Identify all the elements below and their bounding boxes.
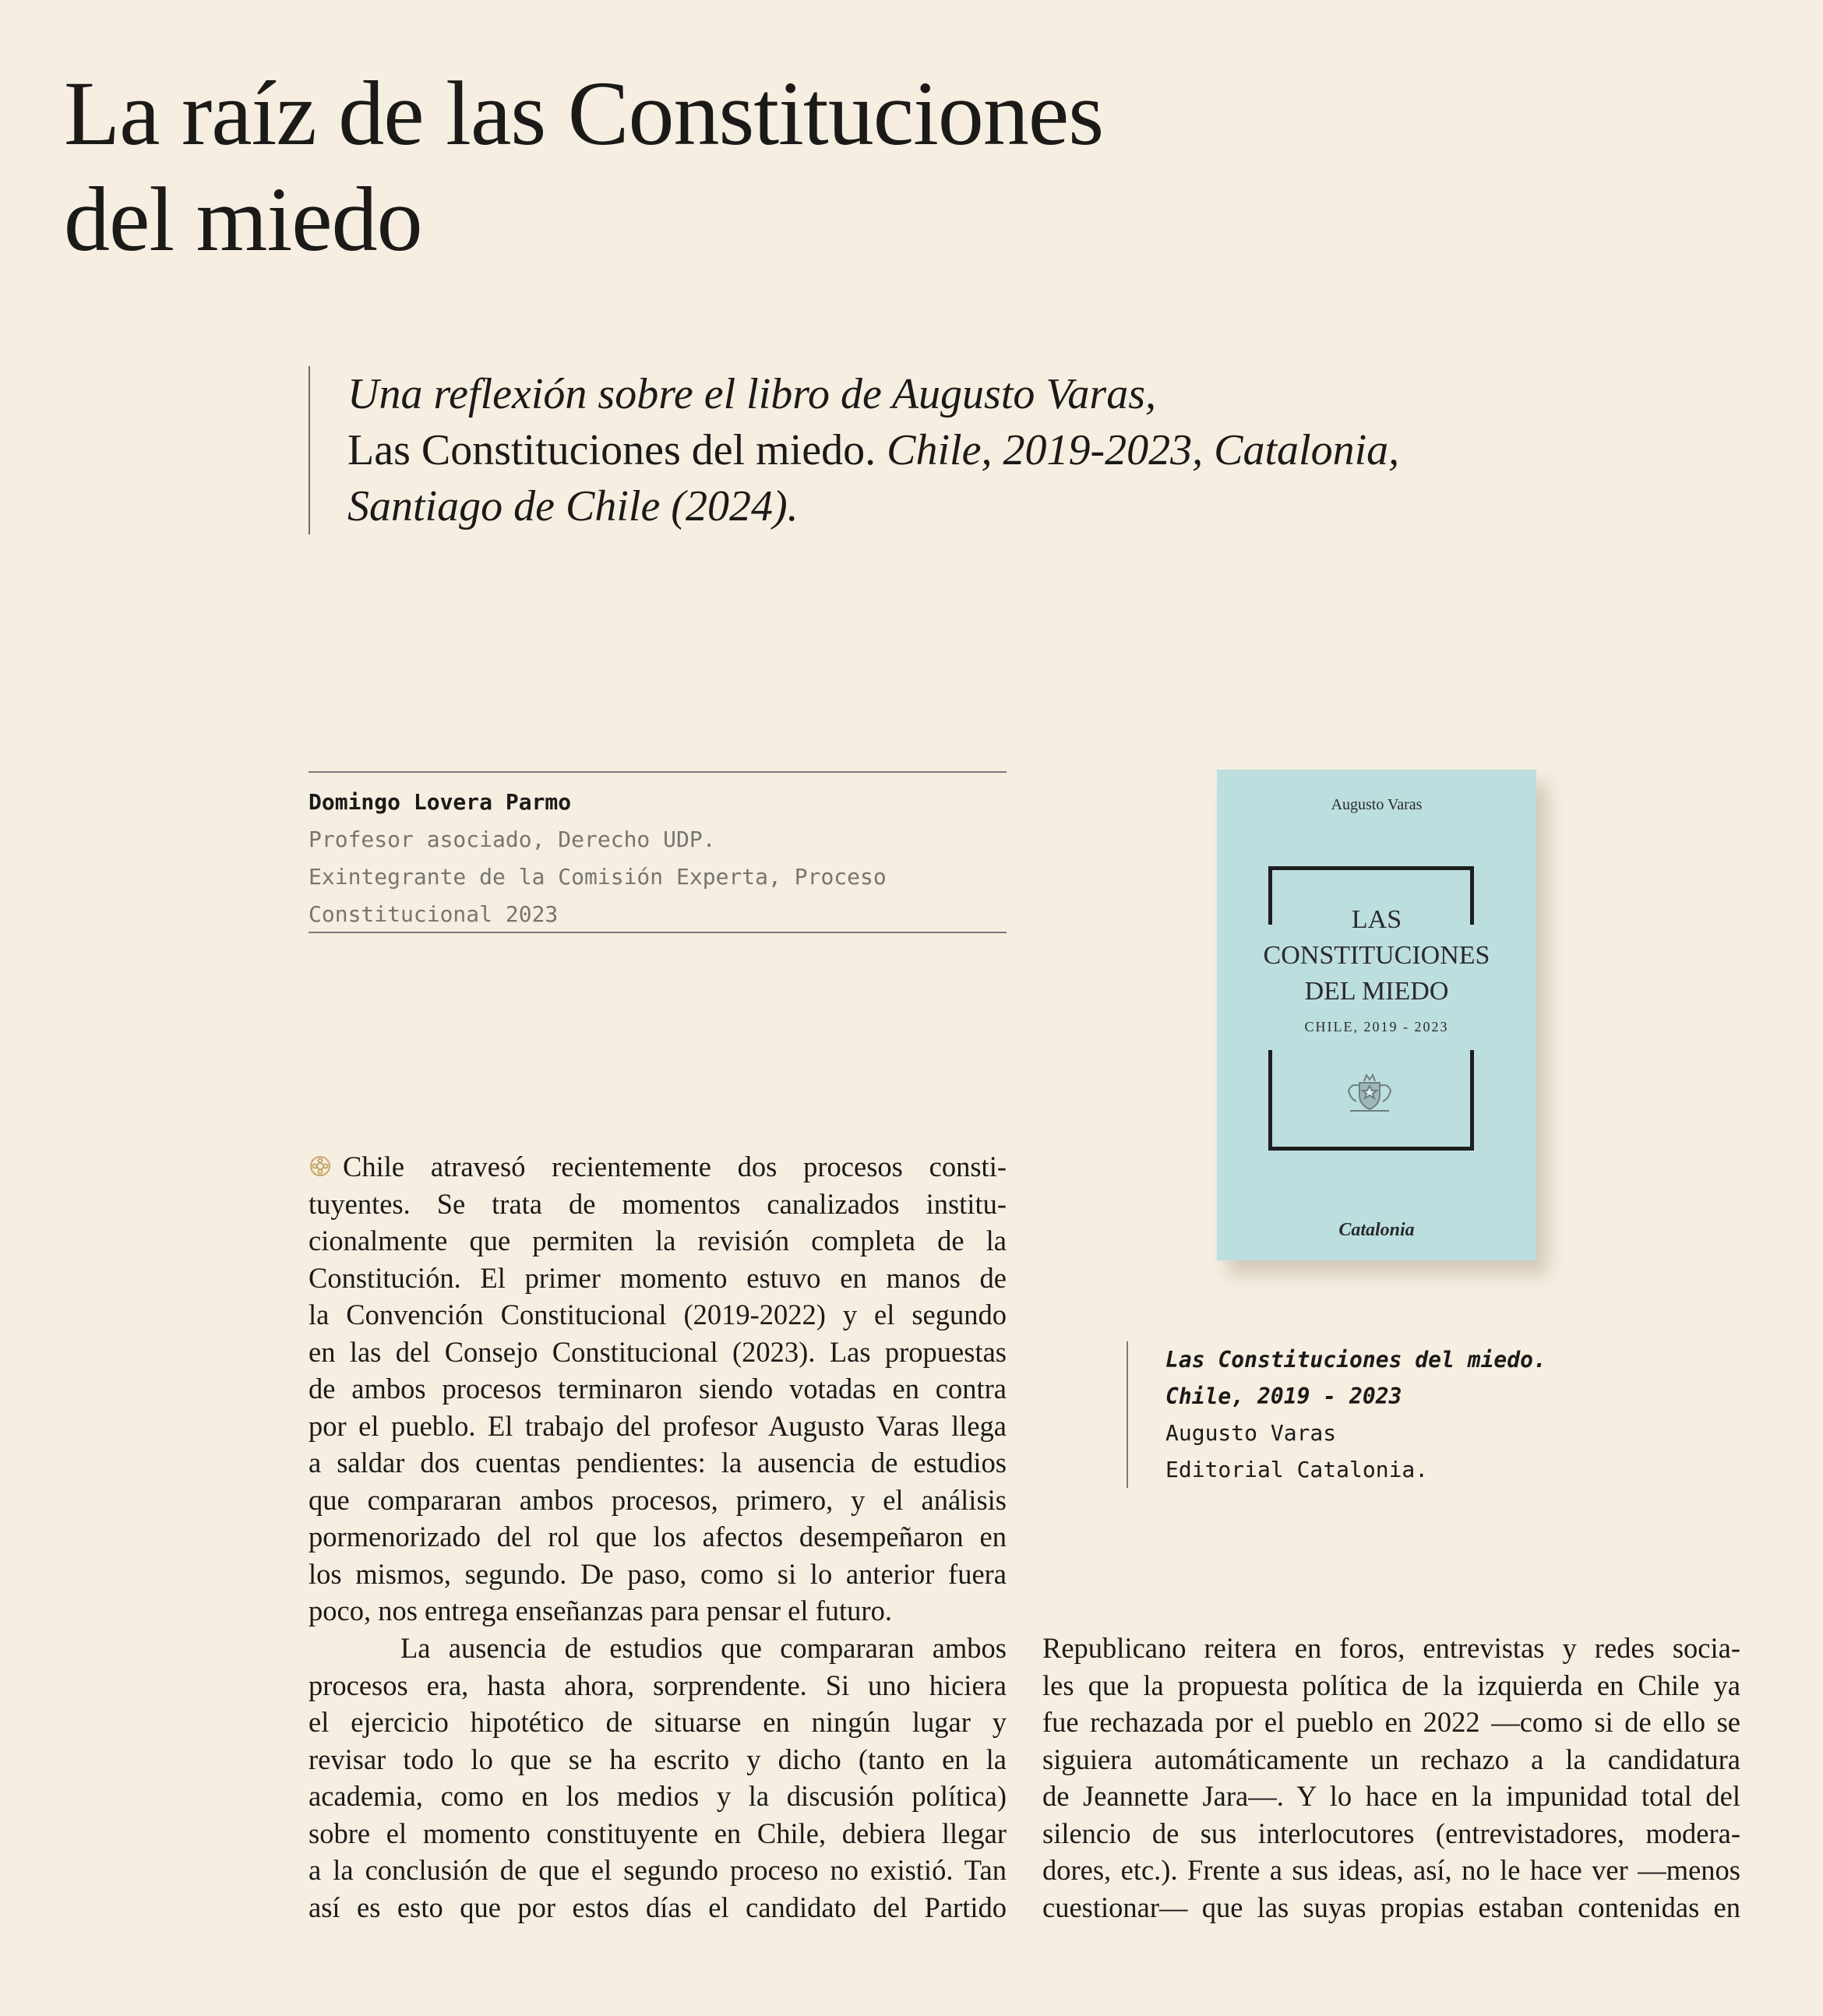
coat-of-arms-icon: [1342, 1069, 1397, 1115]
body-line: de ambos procesos terminaron siendo votadas en contra: [309, 1373, 1007, 1405]
cover-title: [1217, 902, 1536, 1010]
body-line: así es esto que por estos días el candidato del Partido: [309, 1891, 1007, 1923]
author-box: [309, 771, 1007, 933]
subtitle-line: [347, 422, 1516, 478]
body-line: en las del Consejo Constitucional (2023). Las propuestas: [309, 1335, 1007, 1368]
body-line: la Convención Constitucional (2019-2022) y el segundo: [309, 1299, 1007, 1330]
flower-ornament-icon: [309, 1154, 332, 1178]
author-role: Constitucional 2023: [309, 901, 559, 927]
body-line: sobre el momento constituyente en Chile, debiera llegar: [309, 1817, 1007, 1849]
body-column-2: [1042, 1630, 1740, 1926]
body-line: dores, etc.). Frente a sus ideas, así, no le hace ver —menos: [1042, 1854, 1740, 1886]
caption-author: Augusto Varas: [1165, 1420, 1337, 1446]
cover-title-line: CONSTITUCIONES: [1263, 941, 1490, 970]
body-line-text: Chile atravesó recientemente dos procesos consti-: [343, 1151, 1007, 1182]
body-line: tuyentes. Se trata de momentos canalizados institu-: [309, 1187, 1007, 1220]
book-caption: [1127, 1341, 1602, 1488]
body-line: cuestionar— que las suyas propias estaban contenidas en: [1042, 1891, 1740, 1923]
body-line: procesos era, hasta ahora, sorprendente. Si uno hiciera: [309, 1669, 1007, 1701]
author-role: Exintegrante de la Comisión Experta, Proceso: [309, 864, 887, 890]
body-line: [309, 1148, 1007, 1186]
body-line: que compararan ambos procesos, primero, y el análisis: [309, 1483, 1007, 1516]
body-paragraph-1: [309, 1148, 1007, 1630]
body-line: poco, nos entrega enseñanzas para pensar el futuro.: [309, 1595, 892, 1627]
body-line: revisar todo lo que se ha escrito y dicho (tanto en la: [309, 1743, 1007, 1775]
author-role: Profesor asociado, Derecho UDP.: [309, 826, 716, 852]
subtitle-line: Una reflexión sobre el libro de Augusto Varas,: [347, 370, 1156, 418]
caption-book-title: Chile, 2019 - 2023: [1165, 1383, 1402, 1409]
body-line: siguiera automáticamente un rechazo a la candidatura: [1042, 1743, 1740, 1775]
body-line: los mismos, segundo. De paso, como si lo anterior fuera: [309, 1557, 1007, 1590]
body-line: les que la propuesta política de la izquierda en Chile ya: [1042, 1669, 1740, 1701]
body-line: La ausencia de estudios que compararan ambos: [400, 1632, 1007, 1664]
body-line: el ejercicio hipotético de situarse en ningún lugar y: [309, 1706, 1007, 1738]
body-line: a la conclusión de que el segundo proceso no existió. Tan: [309, 1854, 1007, 1886]
body-line: cionalmente que permiten la revisión completa de la: [309, 1225, 1007, 1256]
cover-title-line: LAS: [1351, 905, 1402, 934]
body-line: a saldar dos cuentas pendientes: la ausencia de estudios: [309, 1447, 1007, 1479]
caption-publisher: Editorial Catalonia.: [1165, 1457, 1429, 1482]
body-line: por el pueblo. El trabajo del profesor Augusto Varas llega: [309, 1409, 1007, 1442]
body-line: de Jeannette Jara—. Y lo hace en la impunidad total del: [1042, 1780, 1740, 1812]
cover-publisher: Catalonia: [1338, 1220, 1415, 1240]
body-line: Constitución. El primer momento estuvo en manos de: [309, 1261, 1007, 1294]
subtitle-book-title: Las Constituciones del miedo.: [347, 426, 876, 474]
subtitle-line: Santiago de Chile (2024).: [347, 482, 799, 530]
body-line: silencio de sus interlocutores (entrevistadores, modera-: [1042, 1817, 1740, 1849]
article-title: [64, 61, 1310, 273]
body-line: academia, como en los medios y la discusión política): [309, 1780, 1007, 1812]
book-cover: [1217, 770, 1536, 1260]
body-line: pormenorizado del rol que los afectos desempeñaron en: [309, 1521, 1007, 1553]
cover-subtitle: CHILE, 2019 - 2023: [1304, 1019, 1449, 1034]
article-title-line: La raíz de las Constituciones: [64, 62, 1104, 164]
article-subtitle: [309, 366, 1516, 534]
body-line: fue rechazada por el pueblo en 2022 —como si de ello se: [1042, 1706, 1740, 1738]
article-title-line: del miedo: [64, 168, 422, 270]
author-name: Domingo Lovera Parmo: [309, 789, 572, 815]
body-line: Republicano reitera en foros, entrevistas y redes socia-: [1042, 1632, 1740, 1664]
body-paragraph-2: [309, 1630, 1007, 1926]
cover-title-line: DEL MIEDO: [1304, 977, 1449, 1006]
subtitle-book-details: Chile, 2019-2023, Catalonia,: [876, 426, 1400, 474]
caption-book-title: Las Constituciones del miedo.: [1165, 1347, 1546, 1373]
cover-author: Augusto Varas: [1331, 796, 1423, 813]
